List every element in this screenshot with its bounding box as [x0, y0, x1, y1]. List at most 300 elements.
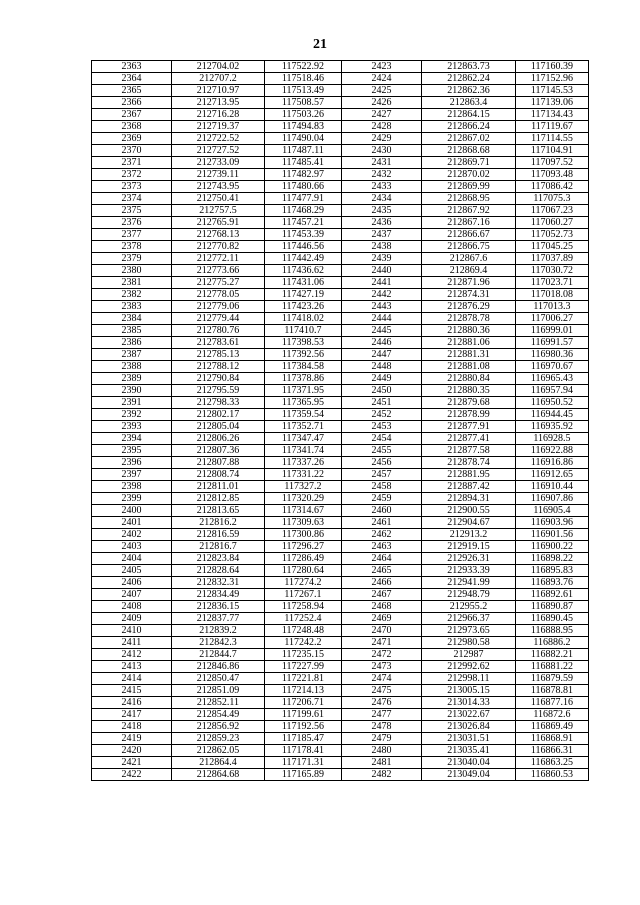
x-coordinate-right-cell: 212881.06 — [422, 337, 516, 349]
y-coordinate-left-cell: 117171.31 — [265, 757, 342, 769]
x-coordinate-left-cell: 212852.11 — [172, 697, 265, 709]
y-coordinate-right-cell: 116879.59 — [516, 673, 589, 685]
point-number-left-cell: 2397 — [92, 469, 172, 481]
x-coordinate-left-cell: 212757.5 — [172, 205, 265, 217]
point-number-left-cell: 2379 — [92, 253, 172, 265]
x-coordinate-left-cell: 212836.15 — [172, 601, 265, 613]
y-coordinate-right-cell: 116905.4 — [516, 505, 589, 517]
x-coordinate-right-cell: 212867.02 — [422, 133, 516, 145]
table-row — [92, 169, 589, 181]
table-row — [92, 757, 589, 769]
table-row — [92, 697, 589, 709]
point-number-right-cell: 2438 — [342, 241, 422, 253]
y-coordinate-left-cell: 117185.47 — [265, 733, 342, 745]
y-coordinate-right-cell: 116999.01 — [516, 325, 589, 337]
table-row — [92, 217, 589, 229]
point-number-right-cell: 2450 — [342, 385, 422, 397]
y-coordinate-right-cell: 116928.5 — [516, 433, 589, 445]
point-number-right-cell: 2454 — [342, 433, 422, 445]
y-coordinate-left-cell: 117378.86 — [265, 373, 342, 385]
point-number-left-cell: 2392 — [92, 409, 172, 421]
x-coordinate-left-cell: 212832.31 — [172, 577, 265, 589]
x-coordinate-right-cell: 212866.24 — [422, 121, 516, 133]
y-coordinate-right-cell: 116980.36 — [516, 349, 589, 361]
point-number-right-cell: 2443 — [342, 301, 422, 313]
table-row — [92, 253, 589, 265]
page-number: 21 — [313, 37, 327, 52]
point-number-left-cell: 2375 — [92, 205, 172, 217]
x-coordinate-left-cell: 212795.59 — [172, 385, 265, 397]
point-number-right-cell: 2423 — [342, 61, 422, 73]
point-number-right-cell: 2461 — [342, 517, 422, 529]
x-coordinate-right-cell: 212878.99 — [422, 409, 516, 421]
table-row — [92, 133, 589, 145]
y-coordinate-left-cell: 117300.86 — [265, 529, 342, 541]
x-coordinate-left-cell: 212765.91 — [172, 217, 265, 229]
table-row — [92, 661, 589, 673]
point-number-left-cell: 2377 — [92, 229, 172, 241]
x-coordinate-left-cell: 212710.97 — [172, 85, 265, 97]
x-coordinate-right-cell: 212868.68 — [422, 145, 516, 157]
y-coordinate-left-cell: 117453.39 — [265, 229, 342, 241]
point-number-left-cell: 2372 — [92, 169, 172, 181]
y-coordinate-left-cell: 117248.48 — [265, 625, 342, 637]
y-coordinate-right-cell: 116895.83 — [516, 565, 589, 577]
x-coordinate-left-cell: 212816.7 — [172, 541, 265, 553]
x-coordinate-left-cell: 212806.26 — [172, 433, 265, 445]
table-row — [92, 409, 589, 421]
y-coordinate-right-cell: 116877.16 — [516, 697, 589, 709]
table-row — [92, 589, 589, 601]
point-number-right-cell: 2432 — [342, 169, 422, 181]
y-coordinate-left-cell: 117214.13 — [265, 685, 342, 697]
table-row — [92, 505, 589, 517]
x-coordinate-left-cell: 212828.64 — [172, 565, 265, 577]
point-number-left-cell: 2418 — [92, 721, 172, 733]
y-coordinate-right-cell: 116893.76 — [516, 577, 589, 589]
y-coordinate-left-cell: 117286.49 — [265, 553, 342, 565]
y-coordinate-left-cell: 117442.49 — [265, 253, 342, 265]
y-coordinate-right-cell: 117160.39 — [516, 61, 589, 73]
point-number-right-cell: 2440 — [342, 265, 422, 277]
table-row — [92, 733, 589, 745]
x-coordinate-left-cell: 212739.11 — [172, 169, 265, 181]
point-number-left-cell: 2365 — [92, 85, 172, 97]
x-coordinate-left-cell: 212733.09 — [172, 157, 265, 169]
y-coordinate-right-cell: 116886.2 — [516, 637, 589, 649]
point-number-right-cell: 2473 — [342, 661, 422, 673]
point-number-right-cell: 2464 — [342, 553, 422, 565]
point-number-right-cell: 2462 — [342, 529, 422, 541]
table-row — [92, 481, 589, 493]
x-coordinate-left-cell: 212750.41 — [172, 193, 265, 205]
point-number-left-cell: 2378 — [92, 241, 172, 253]
x-coordinate-left-cell: 212775.27 — [172, 277, 265, 289]
x-coordinate-right-cell: 212862.24 — [422, 73, 516, 85]
x-coordinate-right-cell: 213035.41 — [422, 745, 516, 757]
point-number-right-cell: 2468 — [342, 601, 422, 613]
y-coordinate-right-cell: 117097.52 — [516, 157, 589, 169]
y-coordinate-left-cell: 117331.22 — [265, 469, 342, 481]
x-coordinate-left-cell: 212834.49 — [172, 589, 265, 601]
y-coordinate-right-cell: 117030.72 — [516, 265, 589, 277]
x-coordinate-right-cell: 212955.2 — [422, 601, 516, 613]
y-coordinate-left-cell: 117468.29 — [265, 205, 342, 217]
table-row — [92, 445, 589, 457]
x-coordinate-left-cell: 212823.84 — [172, 553, 265, 565]
table-row — [92, 337, 589, 349]
point-number-left-cell: 2388 — [92, 361, 172, 373]
y-coordinate-right-cell: 117114.55 — [516, 133, 589, 145]
y-coordinate-right-cell: 117006.27 — [516, 313, 589, 325]
point-number-left-cell: 2385 — [92, 325, 172, 337]
x-coordinate-left-cell: 212783.61 — [172, 337, 265, 349]
point-number-right-cell: 2459 — [342, 493, 422, 505]
x-coordinate-right-cell: 212992.62 — [422, 661, 516, 673]
point-number-left-cell: 2382 — [92, 289, 172, 301]
point-number-right-cell: 2463 — [342, 541, 422, 553]
point-number-left-cell: 2367 — [92, 109, 172, 121]
x-coordinate-right-cell: 213040.04 — [422, 757, 516, 769]
y-coordinate-left-cell: 117365.95 — [265, 397, 342, 409]
point-number-right-cell: 2482 — [342, 769, 422, 781]
table-row — [92, 97, 589, 109]
x-coordinate-right-cell: 213049.04 — [422, 769, 516, 781]
point-number-right-cell: 2439 — [342, 253, 422, 265]
x-coordinate-right-cell: 212881.95 — [422, 469, 516, 481]
y-coordinate-right-cell: 116872.6 — [516, 709, 589, 721]
point-number-right-cell: 2481 — [342, 757, 422, 769]
y-coordinate-left-cell: 117199.61 — [265, 709, 342, 721]
x-coordinate-left-cell: 212743.95 — [172, 181, 265, 193]
y-coordinate-right-cell: 116935.92 — [516, 421, 589, 433]
x-coordinate-left-cell: 212854.49 — [172, 709, 265, 721]
x-coordinate-right-cell: 212941.99 — [422, 577, 516, 589]
table-row — [92, 745, 589, 757]
point-number-right-cell: 2474 — [342, 673, 422, 685]
y-coordinate-right-cell: 116892.61 — [516, 589, 589, 601]
x-coordinate-right-cell: 212880.84 — [422, 373, 516, 385]
x-coordinate-right-cell: 212867.16 — [422, 217, 516, 229]
point-number-left-cell: 2399 — [92, 493, 172, 505]
x-coordinate-right-cell: 212874.31 — [422, 289, 516, 301]
point-number-left-cell: 2422 — [92, 769, 172, 781]
table-row — [92, 721, 589, 733]
x-coordinate-left-cell: 212851.09 — [172, 685, 265, 697]
point-number-left-cell: 2390 — [92, 385, 172, 397]
point-number-right-cell: 2465 — [342, 565, 422, 577]
y-coordinate-left-cell: 117485.41 — [265, 157, 342, 169]
x-coordinate-left-cell: 212722.52 — [172, 133, 265, 145]
point-number-left-cell: 2421 — [92, 757, 172, 769]
y-coordinate-left-cell: 117418.02 — [265, 313, 342, 325]
x-coordinate-left-cell: 212844.7 — [172, 649, 265, 661]
x-coordinate-left-cell: 212812.85 — [172, 493, 265, 505]
y-coordinate-right-cell: 116957.94 — [516, 385, 589, 397]
x-coordinate-left-cell: 212846.86 — [172, 661, 265, 673]
x-coordinate-left-cell: 212788.12 — [172, 361, 265, 373]
y-coordinate-right-cell: 117093.48 — [516, 169, 589, 181]
point-number-right-cell: 2458 — [342, 481, 422, 493]
y-coordinate-left-cell: 117513.49 — [265, 85, 342, 97]
y-coordinate-left-cell: 117165.89 — [265, 769, 342, 781]
x-coordinate-left-cell: 212837.77 — [172, 613, 265, 625]
table-row — [92, 553, 589, 565]
point-number-left-cell: 2411 — [92, 637, 172, 649]
point-number-left-cell: 2370 — [92, 145, 172, 157]
y-coordinate-left-cell: 117487.11 — [265, 145, 342, 157]
table-row — [92, 649, 589, 661]
point-number-right-cell: 2471 — [342, 637, 422, 649]
x-coordinate-left-cell: 212859.23 — [172, 733, 265, 745]
table-row — [92, 613, 589, 625]
point-number-right-cell: 2431 — [342, 157, 422, 169]
x-coordinate-right-cell: 212878.74 — [422, 457, 516, 469]
point-number-right-cell: 2429 — [342, 133, 422, 145]
point-number-left-cell: 2371 — [92, 157, 172, 169]
point-number-right-cell: 2453 — [342, 421, 422, 433]
point-number-right-cell: 2467 — [342, 589, 422, 601]
x-coordinate-right-cell: 212863.73 — [422, 61, 516, 73]
point-number-left-cell: 2415 — [92, 685, 172, 697]
y-coordinate-left-cell: 117398.53 — [265, 337, 342, 349]
point-number-right-cell: 2460 — [342, 505, 422, 517]
y-coordinate-left-cell: 117235.15 — [265, 649, 342, 661]
x-coordinate-right-cell: 212870.02 — [422, 169, 516, 181]
x-coordinate-right-cell: 212926.31 — [422, 553, 516, 565]
x-coordinate-right-cell: 212869.99 — [422, 181, 516, 193]
y-coordinate-left-cell: 117178.41 — [265, 745, 342, 757]
point-number-right-cell: 2475 — [342, 685, 422, 697]
x-coordinate-left-cell: 212864.4 — [172, 757, 265, 769]
x-coordinate-right-cell: 212863.4 — [422, 97, 516, 109]
x-coordinate-left-cell: 212862.05 — [172, 745, 265, 757]
y-coordinate-left-cell: 117296.27 — [265, 541, 342, 553]
point-number-left-cell: 2402 — [92, 529, 172, 541]
point-number-right-cell: 2479 — [342, 733, 422, 745]
table-row — [92, 601, 589, 613]
y-coordinate-left-cell: 117427.19 — [265, 289, 342, 301]
y-coordinate-left-cell: 117384.58 — [265, 361, 342, 373]
y-coordinate-left-cell: 117242.2 — [265, 637, 342, 649]
table-row — [92, 373, 589, 385]
y-coordinate-right-cell: 116900.22 — [516, 541, 589, 553]
y-coordinate-right-cell: 116916.86 — [516, 457, 589, 469]
point-number-right-cell: 2476 — [342, 697, 422, 709]
point-number-left-cell: 2384 — [92, 313, 172, 325]
table-row — [92, 637, 589, 649]
y-coordinate-right-cell: 117018.08 — [516, 289, 589, 301]
point-number-left-cell: 2389 — [92, 373, 172, 385]
y-coordinate-right-cell: 117013.3 — [516, 301, 589, 313]
x-coordinate-left-cell: 212770.82 — [172, 241, 265, 253]
y-coordinate-left-cell: 117477.91 — [265, 193, 342, 205]
x-coordinate-right-cell: 213026.84 — [422, 721, 516, 733]
x-coordinate-right-cell: 212877.41 — [422, 433, 516, 445]
y-coordinate-left-cell: 117480.66 — [265, 181, 342, 193]
point-number-left-cell: 2380 — [92, 265, 172, 277]
point-number-right-cell: 2469 — [342, 613, 422, 625]
y-coordinate-right-cell: 117023.71 — [516, 277, 589, 289]
point-number-right-cell: 2427 — [342, 109, 422, 121]
point-number-left-cell: 2368 — [92, 121, 172, 133]
y-coordinate-right-cell: 116868.91 — [516, 733, 589, 745]
point-number-right-cell: 2434 — [342, 193, 422, 205]
y-coordinate-left-cell: 117359.54 — [265, 409, 342, 421]
point-number-right-cell: 2456 — [342, 457, 422, 469]
y-coordinate-left-cell: 117518.46 — [265, 73, 342, 85]
y-coordinate-left-cell: 117508.57 — [265, 97, 342, 109]
y-coordinate-left-cell: 117341.74 — [265, 445, 342, 457]
y-coordinate-right-cell: 116882.21 — [516, 649, 589, 661]
y-coordinate-right-cell: 116869.49 — [516, 721, 589, 733]
x-coordinate-right-cell: 212966.37 — [422, 613, 516, 625]
point-number-left-cell: 2374 — [92, 193, 172, 205]
x-coordinate-right-cell: 212919.15 — [422, 541, 516, 553]
table-row — [92, 625, 589, 637]
point-number-right-cell: 2455 — [342, 445, 422, 457]
point-number-left-cell: 2417 — [92, 709, 172, 721]
point-number-left-cell: 2364 — [92, 73, 172, 85]
point-number-right-cell: 2447 — [342, 349, 422, 361]
y-coordinate-right-cell: 116950.52 — [516, 397, 589, 409]
x-coordinate-left-cell: 212802.17 — [172, 409, 265, 421]
x-coordinate-right-cell: 212868.95 — [422, 193, 516, 205]
point-number-left-cell: 2363 — [92, 61, 172, 73]
y-coordinate-left-cell: 117258.94 — [265, 601, 342, 613]
y-coordinate-right-cell: 117052.73 — [516, 229, 589, 241]
point-number-right-cell: 2435 — [342, 205, 422, 217]
x-coordinate-left-cell: 212807.36 — [172, 445, 265, 457]
point-number-left-cell: 2413 — [92, 661, 172, 673]
y-coordinate-left-cell: 117337.26 — [265, 457, 342, 469]
point-number-right-cell: 2448 — [342, 361, 422, 373]
y-coordinate-right-cell: 117086.42 — [516, 181, 589, 193]
table-row — [92, 241, 589, 253]
point-number-right-cell: 2449 — [342, 373, 422, 385]
x-coordinate-right-cell: 212894.31 — [422, 493, 516, 505]
table-row — [92, 529, 589, 541]
y-coordinate-right-cell: 116922.88 — [516, 445, 589, 457]
y-coordinate-left-cell: 117494.83 — [265, 121, 342, 133]
point-number-right-cell: 2472 — [342, 649, 422, 661]
y-coordinate-right-cell: 116898.22 — [516, 553, 589, 565]
x-coordinate-right-cell: 213014.33 — [422, 697, 516, 709]
table-row — [92, 421, 589, 433]
point-number-right-cell: 2446 — [342, 337, 422, 349]
x-coordinate-left-cell: 212842.3 — [172, 637, 265, 649]
table-row — [92, 73, 589, 85]
x-coordinate-left-cell: 212768.13 — [172, 229, 265, 241]
y-coordinate-left-cell: 117392.56 — [265, 349, 342, 361]
x-coordinate-right-cell: 212866.75 — [422, 241, 516, 253]
y-coordinate-right-cell: 116860.53 — [516, 769, 589, 781]
y-coordinate-left-cell: 117327.2 — [265, 481, 342, 493]
x-coordinate-left-cell: 212808.74 — [172, 469, 265, 481]
point-number-left-cell: 2419 — [92, 733, 172, 745]
x-coordinate-left-cell: 212839.2 — [172, 625, 265, 637]
y-coordinate-right-cell: 116907.86 — [516, 493, 589, 505]
table-row — [92, 61, 589, 73]
x-coordinate-right-cell: 212877.58 — [422, 445, 516, 457]
point-number-left-cell: 2420 — [92, 745, 172, 757]
x-coordinate-right-cell: 212866.67 — [422, 229, 516, 241]
point-number-left-cell: 2386 — [92, 337, 172, 349]
point-number-right-cell: 2428 — [342, 121, 422, 133]
x-coordinate-left-cell: 212856.92 — [172, 721, 265, 733]
table-row — [92, 361, 589, 373]
y-coordinate-right-cell: 116881.22 — [516, 661, 589, 673]
x-coordinate-right-cell: 213005.15 — [422, 685, 516, 697]
table-row — [92, 385, 589, 397]
x-coordinate-right-cell: 212948.79 — [422, 589, 516, 601]
y-coordinate-left-cell: 117457.21 — [265, 217, 342, 229]
x-coordinate-right-cell: 212998.11 — [422, 673, 516, 685]
x-coordinate-left-cell: 212785.13 — [172, 349, 265, 361]
y-coordinate-right-cell: 117145.53 — [516, 85, 589, 97]
y-coordinate-left-cell: 117267.1 — [265, 589, 342, 601]
y-coordinate-right-cell: 117104.91 — [516, 145, 589, 157]
y-coordinate-left-cell: 117410.7 — [265, 325, 342, 337]
point-number-left-cell: 2403 — [92, 541, 172, 553]
x-coordinate-right-cell: 213031.51 — [422, 733, 516, 745]
x-coordinate-right-cell: 212864.15 — [422, 109, 516, 121]
x-coordinate-left-cell: 212790.84 — [172, 373, 265, 385]
y-coordinate-left-cell: 117347.47 — [265, 433, 342, 445]
table-row — [92, 769, 589, 781]
y-coordinate-right-cell: 117152.96 — [516, 73, 589, 85]
y-coordinate-right-cell: 116890.45 — [516, 613, 589, 625]
point-number-right-cell: 2470 — [342, 625, 422, 637]
x-coordinate-right-cell: 212879.68 — [422, 397, 516, 409]
table-row — [92, 265, 589, 277]
table-row — [92, 469, 589, 481]
point-number-right-cell: 2452 — [342, 409, 422, 421]
point-number-right-cell: 2445 — [342, 325, 422, 337]
x-coordinate-left-cell: 212850.47 — [172, 673, 265, 685]
y-coordinate-right-cell: 116888.95 — [516, 625, 589, 637]
y-coordinate-right-cell: 116991.57 — [516, 337, 589, 349]
point-number-left-cell: 2387 — [92, 349, 172, 361]
table-row — [92, 157, 589, 169]
x-coordinate-right-cell: 212980.58 — [422, 637, 516, 649]
point-number-left-cell: 2408 — [92, 601, 172, 613]
x-coordinate-left-cell: 212727.52 — [172, 145, 265, 157]
x-coordinate-left-cell: 212778.05 — [172, 289, 265, 301]
point-number-left-cell: 2366 — [92, 97, 172, 109]
x-coordinate-left-cell: 212779.06 — [172, 301, 265, 313]
point-number-left-cell: 2409 — [92, 613, 172, 625]
x-coordinate-right-cell: 212869.4 — [422, 265, 516, 277]
x-coordinate-left-cell: 212816.2 — [172, 517, 265, 529]
y-coordinate-left-cell: 117503.26 — [265, 109, 342, 121]
y-coordinate-right-cell: 117139.06 — [516, 97, 589, 109]
x-coordinate-left-cell: 212772.11 — [172, 253, 265, 265]
point-number-right-cell: 2424 — [342, 73, 422, 85]
table-row — [92, 577, 589, 589]
point-number-left-cell: 2406 — [92, 577, 172, 589]
point-number-left-cell: 2393 — [92, 421, 172, 433]
y-coordinate-right-cell: 116970.67 — [516, 361, 589, 373]
table-row — [92, 193, 589, 205]
y-coordinate-right-cell: 117134.43 — [516, 109, 589, 121]
x-coordinate-right-cell: 212877.91 — [422, 421, 516, 433]
table-row — [92, 457, 589, 469]
y-coordinate-right-cell: 117037.89 — [516, 253, 589, 265]
x-coordinate-right-cell: 212867.92 — [422, 205, 516, 217]
x-coordinate-left-cell: 212719.37 — [172, 121, 265, 133]
x-coordinate-left-cell: 212779.44 — [172, 313, 265, 325]
